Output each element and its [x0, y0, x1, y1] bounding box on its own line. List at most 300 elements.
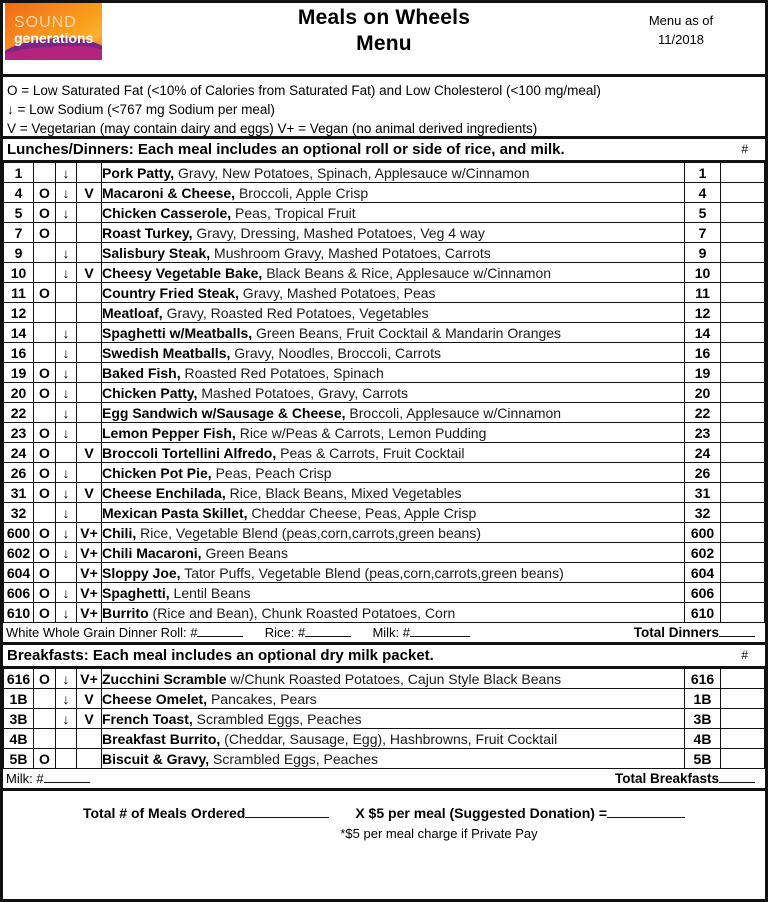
- meal-code-right: 1: [685, 163, 721, 183]
- total-meals-ordered-input[interactable]: [245, 817, 329, 818]
- table-row: [4, 183, 765, 203]
- meal-code: 4: [4, 183, 34, 203]
- meal-quantity-input[interactable]: [721, 689, 765, 709]
- meal-code-right: 11: [685, 283, 721, 303]
- meal-description: [102, 383, 685, 403]
- table-row: [4, 263, 765, 283]
- vegetarian-marker: [77, 463, 102, 483]
- meal-sides: Rice, Black Beans, Mixed Vegetables: [225, 484, 462, 501]
- meal-sides: Black Beans & Rice, Applesauce w/Cinnamon: [262, 264, 552, 281]
- logo-text-sound: SOUND: [14, 14, 77, 31]
- meal-description: [102, 523, 685, 543]
- low-sodium-marker: ↓: [56, 343, 77, 363]
- vegetarian-marker: [77, 363, 102, 383]
- meal-quantity-input[interactable]: [721, 243, 765, 263]
- meal-sides: Gravy, Dressing, Mashed Potatoes, Veg 4 way: [192, 224, 485, 241]
- dinner-rice-label: Rice: #: [264, 625, 306, 640]
- meal-description: [102, 223, 685, 243]
- meal-name: Chicken Patty,: [102, 384, 198, 401]
- total-meals-ordered-label: Total # of Meals Ordered: [82, 805, 246, 821]
- meal-code-right: 616: [685, 669, 721, 689]
- meal-code: 5B: [4, 749, 34, 769]
- meal-code: 7: [4, 223, 34, 243]
- low-sodium-marker: ↓: [56, 423, 77, 443]
- table-row: [4, 603, 765, 623]
- breakfasts-banner-text: Breakfasts: Each meal includes an optional dry milk packet.: [7, 647, 434, 664]
- meal-code-right: 4: [685, 183, 721, 203]
- meal-quantity-input[interactable]: [721, 203, 765, 223]
- total-breakfasts-label: Total Breakfasts: [614, 771, 719, 786]
- vegetarian-marker: V+: [77, 603, 102, 623]
- table-row: [4, 343, 765, 363]
- table-row: [4, 543, 765, 563]
- table-row: [4, 563, 765, 583]
- meal-name: Biscuit & Gravy,: [102, 750, 210, 767]
- vegetarian-marker: V: [77, 483, 102, 503]
- table-row: [4, 503, 765, 523]
- low-sodium-marker: ↓: [56, 523, 77, 543]
- low-sodium-marker: ↓: [56, 583, 77, 603]
- low-sodium-marker: ↓: [56, 243, 77, 263]
- meal-code-right: 31: [685, 483, 721, 503]
- meal-description: [102, 423, 685, 443]
- meal-description: [102, 183, 685, 203]
- breakfasts-qty-header: #: [741, 648, 748, 662]
- vegetarian-marker: V+: [77, 543, 102, 563]
- meal-description: [102, 729, 685, 749]
- meal-code: 24: [4, 443, 34, 463]
- low-sodium-marker: ↓: [56, 603, 77, 623]
- meal-description: [102, 323, 685, 343]
- meal-description: [102, 603, 685, 623]
- vegetarian-marker: [77, 423, 102, 443]
- meal-description: [102, 689, 685, 709]
- low-sodium-marker: ↓: [56, 483, 77, 503]
- meal-description: [102, 503, 685, 523]
- table-row: [4, 383, 765, 403]
- low-sat-fat-marker: O: [34, 523, 56, 543]
- vegetarian-marker: [77, 383, 102, 403]
- table-row: [4, 283, 765, 303]
- breakfast-milk-label: Milk: #: [6, 771, 44, 786]
- table-row: [4, 669, 765, 689]
- meal-code-right: 606: [685, 583, 721, 603]
- meal-sides: Scrambled Eggs, Peaches: [209, 750, 378, 767]
- meal-name: Cheese Enchilada,: [102, 484, 226, 501]
- menu-as-of-label: Menu as of: [648, 13, 714, 28]
- low-sat-fat-marker: O: [34, 283, 56, 303]
- meal-code-right: 26: [685, 463, 721, 483]
- meal-sides: Gravy, Noodles, Broccoli, Carrots: [230, 344, 441, 361]
- low-sat-fat-marker: O: [34, 603, 56, 623]
- meal-code-right: 604: [685, 563, 721, 583]
- meal-code: 23: [4, 423, 34, 443]
- low-sodium-marker: [56, 443, 77, 463]
- meal-code: 5: [4, 203, 34, 223]
- meal-quantity-input[interactable]: [721, 443, 765, 463]
- meal-description: [102, 483, 685, 503]
- meal-sides: Green Beans, Fruit Cocktail & Mandarin Oranges: [252, 324, 562, 341]
- low-sat-fat-marker: O: [34, 203, 56, 223]
- meal-sides: Gravy, Mashed Potatoes, Peas: [238, 284, 436, 301]
- meal-sides: Cheddar Cheese, Peas, Apple Crisp: [247, 504, 477, 521]
- meal-name: Baked Fish,: [102, 364, 181, 381]
- meal-code: 16: [4, 343, 34, 363]
- page-title-line2: Menu: [356, 32, 412, 55]
- meal-quantity-input[interactable]: [721, 749, 765, 769]
- vegetarian-marker: V: [77, 263, 102, 283]
- dinner-totals-left: [6, 625, 470, 640]
- low-sodium-marker: ↓: [56, 383, 77, 403]
- meal-name: Meatloaf,: [102, 304, 163, 321]
- meal-code: 31: [4, 483, 34, 503]
- meal-sides: Mushroom Gravy, Mashed Potatoes, Carrots: [210, 244, 491, 261]
- low-sat-fat-marker: [34, 243, 56, 263]
- meal-description: [102, 669, 685, 689]
- meal-name: Sloppy Joe,: [102, 564, 181, 581]
- meal-name: French Toast,: [102, 710, 193, 727]
- low-sat-fat-marker: O: [34, 383, 56, 403]
- table-row: [4, 709, 765, 729]
- low-sodium-marker: ↓: [56, 363, 77, 383]
- vegetarian-marker: V+: [77, 523, 102, 543]
- low-sodium-marker: ↓: [56, 709, 77, 729]
- vegetarian-marker: [77, 303, 102, 323]
- low-sodium-marker: ↓: [56, 183, 77, 203]
- breakfasts-table: [3, 668, 765, 769]
- meal-description: [102, 463, 685, 483]
- meal-sides: Broccoli, Applesauce w/Cinnamon: [345, 404, 562, 421]
- meal-code: 3B: [4, 709, 34, 729]
- meal-code-right: 24: [685, 443, 721, 463]
- meal-description: [102, 403, 685, 423]
- meal-quantity-input[interactable]: [721, 669, 765, 689]
- meal-sides: Broccoli, Apple Crisp: [235, 184, 369, 201]
- low-sodium-marker: ↓: [56, 323, 77, 343]
- table-row: [4, 403, 765, 423]
- meal-name: Cheese Omelet,: [102, 690, 208, 707]
- order-footer: [3, 791, 765, 861]
- meal-code-right: 610: [685, 603, 721, 623]
- meal-code-right: 32: [685, 503, 721, 523]
- low-sodium-marker: [56, 303, 77, 323]
- dinner-milk-input[interactable]: [410, 636, 470, 637]
- dinners-banner-text: Lunches/Dinners: Each meal includes an optional roll or side of rice, and milk.: [7, 141, 565, 158]
- meal-quantity-input[interactable]: [721, 563, 765, 583]
- vegetarian-marker: V+: [77, 669, 102, 689]
- low-sodium-marker: ↓: [56, 669, 77, 689]
- meal-quantity-input[interactable]: [721, 483, 765, 503]
- meal-description: [102, 749, 685, 769]
- meal-name: Pork Patty,: [102, 164, 175, 181]
- meal-code: 1: [4, 163, 34, 183]
- meal-code: 10: [4, 263, 34, 283]
- meal-name: Country Fried Steak,: [102, 284, 239, 301]
- breakfast-total-right: [615, 771, 755, 786]
- meal-name: Swedish Meatballs,: [102, 344, 231, 361]
- meal-description: [102, 283, 685, 303]
- meal-quantity-input[interactable]: [721, 323, 765, 343]
- legend-line-sodium: ↓ = Low Sodium (<767 mg Sodium per meal): [7, 102, 275, 117]
- table-row: [4, 223, 765, 243]
- menu-as-of: [621, 11, 741, 49]
- vegetarian-marker: [77, 343, 102, 363]
- breakfast-totals-row: [3, 769, 765, 791]
- meal-description: [102, 203, 685, 223]
- low-sat-fat-marker: O: [34, 583, 56, 603]
- meal-quantity-input[interactable]: [721, 383, 765, 403]
- meal-sides: Peas, Peach Crisp: [211, 464, 332, 481]
- meal-description: [102, 563, 685, 583]
- low-sodium-marker: [56, 749, 77, 769]
- meal-description: [102, 709, 685, 729]
- meal-quantity-input[interactable]: [721, 503, 765, 523]
- table-row: [4, 243, 765, 263]
- meal-quantity-input[interactable]: [721, 583, 765, 603]
- vegetarian-marker: V+: [77, 563, 102, 583]
- breakfast-totals-left: [6, 771, 90, 786]
- table-row: [4, 583, 765, 603]
- meal-description: [102, 583, 685, 603]
- low-sat-fat-marker: O: [34, 749, 56, 769]
- meal-name: Chicken Pot Pie,: [102, 464, 212, 481]
- meal-quantity-input[interactable]: [721, 523, 765, 543]
- dinner-milk-label: Milk: #: [372, 625, 410, 640]
- meal-quantity-input[interactable]: [721, 463, 765, 483]
- meal-code-right: 4B: [685, 729, 721, 749]
- meal-sides: Rice w/Peas & Carrots, Lemon Pudding: [235, 424, 487, 441]
- meal-code: 610: [4, 603, 34, 623]
- meal-code: 11: [4, 283, 34, 303]
- meal-code: 22: [4, 403, 34, 423]
- meal-name: Burrito: [102, 604, 149, 621]
- meal-code: 600: [4, 523, 34, 543]
- dinners-section-banner: [3, 139, 765, 162]
- low-sat-fat-marker: O: [34, 423, 56, 443]
- meal-quantity-input[interactable]: [721, 403, 765, 423]
- low-sat-fat-marker: O: [34, 669, 56, 689]
- dinner-roll-input[interactable]: [197, 636, 243, 637]
- meal-code-right: 19: [685, 363, 721, 383]
- dinners-qty-header: #: [741, 142, 748, 156]
- footer-total-line: [3, 805, 765, 821]
- low-sat-fat-marker: O: [34, 563, 56, 583]
- meal-quantity-input[interactable]: [721, 283, 765, 303]
- table-row: [4, 203, 765, 223]
- low-sodium-marker: ↓: [56, 403, 77, 423]
- low-sodium-marker: ↓: [56, 689, 77, 709]
- meal-sides: Rice, Vegetable Blend (peas,corn,carrots,green beans): [136, 524, 481, 541]
- meal-sides: Roasted Red Potatoes, Spinach: [180, 364, 384, 381]
- meal-code-right: 1B: [685, 689, 721, 709]
- meal-quantity-input[interactable]: [721, 223, 765, 243]
- low-sat-fat-marker: [34, 303, 56, 323]
- vegetarian-marker: [77, 283, 102, 303]
- low-sodium-marker: [56, 223, 77, 243]
- meal-name: Salisbury Steak,: [102, 244, 211, 261]
- meal-code: 12: [4, 303, 34, 323]
- meal-code-right: 5B: [685, 749, 721, 769]
- meal-code: 606: [4, 583, 34, 603]
- dinners-table: [3, 162, 765, 623]
- meal-quantity-input[interactable]: [721, 363, 765, 383]
- low-sat-fat-marker: [34, 323, 56, 343]
- table-row: [4, 523, 765, 543]
- meal-sides: Tator Puffs, Vegetable Blend (peas,corn,carrots,green beans): [180, 564, 564, 581]
- page-header: [3, 3, 765, 77]
- breakfast-milk-input[interactable]: [44, 782, 90, 783]
- vegetarian-marker: [77, 323, 102, 343]
- meal-name: Broccoli Tortellini Alfredo,: [102, 444, 277, 461]
- meal-code-right: 14: [685, 323, 721, 343]
- footer-note: *$5 per meal charge if Private Pay: [340, 826, 538, 841]
- vegetarian-marker: [77, 749, 102, 769]
- low-sat-fat-marker: [34, 163, 56, 183]
- meal-name: Mexican Pasta Skillet,: [102, 504, 248, 521]
- vegetarian-marker: V: [77, 183, 102, 203]
- meal-code: 20: [4, 383, 34, 403]
- vegetarian-marker: [77, 503, 102, 523]
- meal-sides: Peas & Carrots, Fruit Cocktail: [276, 444, 465, 461]
- meal-description: [102, 343, 685, 363]
- vegetarian-marker: [77, 163, 102, 183]
- table-row: [4, 163, 765, 183]
- vegetarian-marker: [77, 223, 102, 243]
- meal-code-right: 22: [685, 403, 721, 423]
- meal-sides: (Cheddar, Sausage, Egg), Hashbrowns, Fruit Cocktail: [220, 730, 558, 747]
- price-per-meal-label: X $5 per meal (Suggested Donation) =: [355, 805, 607, 821]
- meal-code: 14: [4, 323, 34, 343]
- dinner-totals-row: [3, 623, 765, 645]
- dinner-roll-label: White Whole Grain Dinner Roll: #: [6, 625, 198, 640]
- meal-sides: Mashed Potatoes, Gravy, Carrots: [197, 384, 409, 401]
- meal-code-right: 10: [685, 263, 721, 283]
- table-row: [4, 749, 765, 769]
- low-sat-fat-marker: O: [34, 483, 56, 503]
- table-row: [4, 363, 765, 383]
- meal-code-right: 16: [685, 343, 721, 363]
- meal-sides: Gravy, Roasted Red Potatoes, Vegetables: [162, 304, 429, 321]
- legend-line-saturated-fat: O = Low Saturated Fat (<10% of Calories from Saturated Fat) and Low Cholesterol (<100 mg/meal): [7, 83, 601, 98]
- low-sat-fat-marker: [34, 403, 56, 423]
- low-sat-fat-marker: O: [34, 183, 56, 203]
- meal-name: Zucchini Scramble: [102, 670, 227, 687]
- meal-sides: Peas, Tropical Fruit: [231, 204, 356, 221]
- meal-name: Spaghetti,: [102, 584, 170, 601]
- meal-code-right: 23: [685, 423, 721, 443]
- dinner-rice-input[interactable]: [305, 636, 351, 637]
- meal-code-right: 12: [685, 303, 721, 323]
- donation-total-input[interactable]: [607, 817, 685, 818]
- meal-description: [102, 443, 685, 463]
- total-dinners-input[interactable]: [719, 636, 755, 637]
- table-row: [4, 423, 765, 443]
- meal-name: Chili,: [102, 524, 137, 541]
- low-sat-fat-marker: [34, 729, 56, 749]
- meal-code: 1B: [4, 689, 34, 709]
- table-row: [4, 323, 765, 343]
- meal-name: Macaroni & Cheese,: [102, 184, 236, 201]
- meal-code-right: 5: [685, 203, 721, 223]
- meal-code: 602: [4, 543, 34, 563]
- meal-code: 19: [4, 363, 34, 383]
- meal-quantity-input[interactable]: [721, 729, 765, 749]
- meal-name: Roast Turkey,: [102, 224, 193, 241]
- legend-key: [3, 77, 765, 139]
- meal-description: [102, 263, 685, 283]
- vegetarian-marker: [77, 243, 102, 263]
- meal-sides: Lentil Beans: [169, 584, 251, 601]
- breakfasts-section-banner: [3, 645, 765, 668]
- meal-name: Breakfast Burrito,: [102, 730, 221, 747]
- meal-quantity-input[interactable]: [721, 263, 765, 283]
- table-row: [4, 483, 765, 503]
- low-sodium-marker: [56, 563, 77, 583]
- meal-code-right: 602: [685, 543, 721, 563]
- low-sodium-marker: [56, 729, 77, 749]
- low-sat-fat-marker: O: [34, 463, 56, 483]
- low-sodium-marker: ↓: [56, 503, 77, 523]
- meal-quantity-input[interactable]: [721, 543, 765, 563]
- meal-description: [102, 363, 685, 383]
- meal-name: Egg Sandwich w/Sausage & Cheese,: [102, 404, 346, 421]
- meal-sides: Green Beans: [201, 544, 288, 561]
- meal-description: [102, 303, 685, 323]
- meal-sides: Gravy, New Potatoes, Spinach, Applesauce w/Cinnamon: [174, 164, 530, 181]
- vegetarian-marker: V: [77, 709, 102, 729]
- meal-code: 9: [4, 243, 34, 263]
- table-row: [4, 463, 765, 483]
- vegetarian-marker: V+: [77, 583, 102, 603]
- vegetarian-marker: V: [77, 689, 102, 709]
- legend-line-vegetarian: V = Vegetarian (may contain dairy and eggs) V+ = Vegan (no animal derived ingredients): [7, 121, 538, 136]
- meal-description: [102, 543, 685, 563]
- meal-name: Lemon Pepper Fish,: [102, 424, 236, 441]
- meal-quantity-input[interactable]: [721, 183, 765, 203]
- dinner-total-right: [634, 625, 755, 640]
- meal-sides: Pancakes, Pears: [207, 690, 317, 707]
- vegetarian-marker: V: [77, 443, 102, 463]
- meal-quantity-input[interactable]: [721, 163, 765, 183]
- meal-quantity-input[interactable]: [721, 603, 765, 623]
- meal-code-right: 600: [685, 523, 721, 543]
- meal-quantity-input[interactable]: [721, 423, 765, 443]
- logo-text-generations: generations: [14, 30, 94, 46]
- table-row: [4, 303, 765, 323]
- low-sat-fat-marker: O: [34, 223, 56, 243]
- low-sodium-marker: [56, 283, 77, 303]
- total-breakfasts-input[interactable]: [719, 782, 755, 783]
- meal-code: 4B: [4, 729, 34, 749]
- total-dinners-label: Total Dinners: [633, 625, 719, 640]
- meal-code: 26: [4, 463, 34, 483]
- meal-quantity-input[interactable]: [721, 709, 765, 729]
- low-sat-fat-marker: [34, 503, 56, 523]
- meal-quantity-input[interactable]: [721, 303, 765, 323]
- meal-sides: Scrambled Eggs, Peaches: [192, 710, 362, 727]
- meal-quantity-input[interactable]: [721, 343, 765, 363]
- low-sodium-marker: ↓: [56, 543, 77, 563]
- meal-code: 616: [4, 669, 34, 689]
- vegetarian-marker: [77, 729, 102, 749]
- low-sodium-marker: ↓: [56, 163, 77, 183]
- meal-code-right: 3B: [685, 709, 721, 729]
- table-row: [4, 443, 765, 463]
- low-sat-fat-marker: O: [34, 543, 56, 563]
- meal-name: Cheesy Vegetable Bake,: [102, 264, 263, 281]
- low-sat-fat-marker: O: [34, 443, 56, 463]
- meal-code: 604: [4, 563, 34, 583]
